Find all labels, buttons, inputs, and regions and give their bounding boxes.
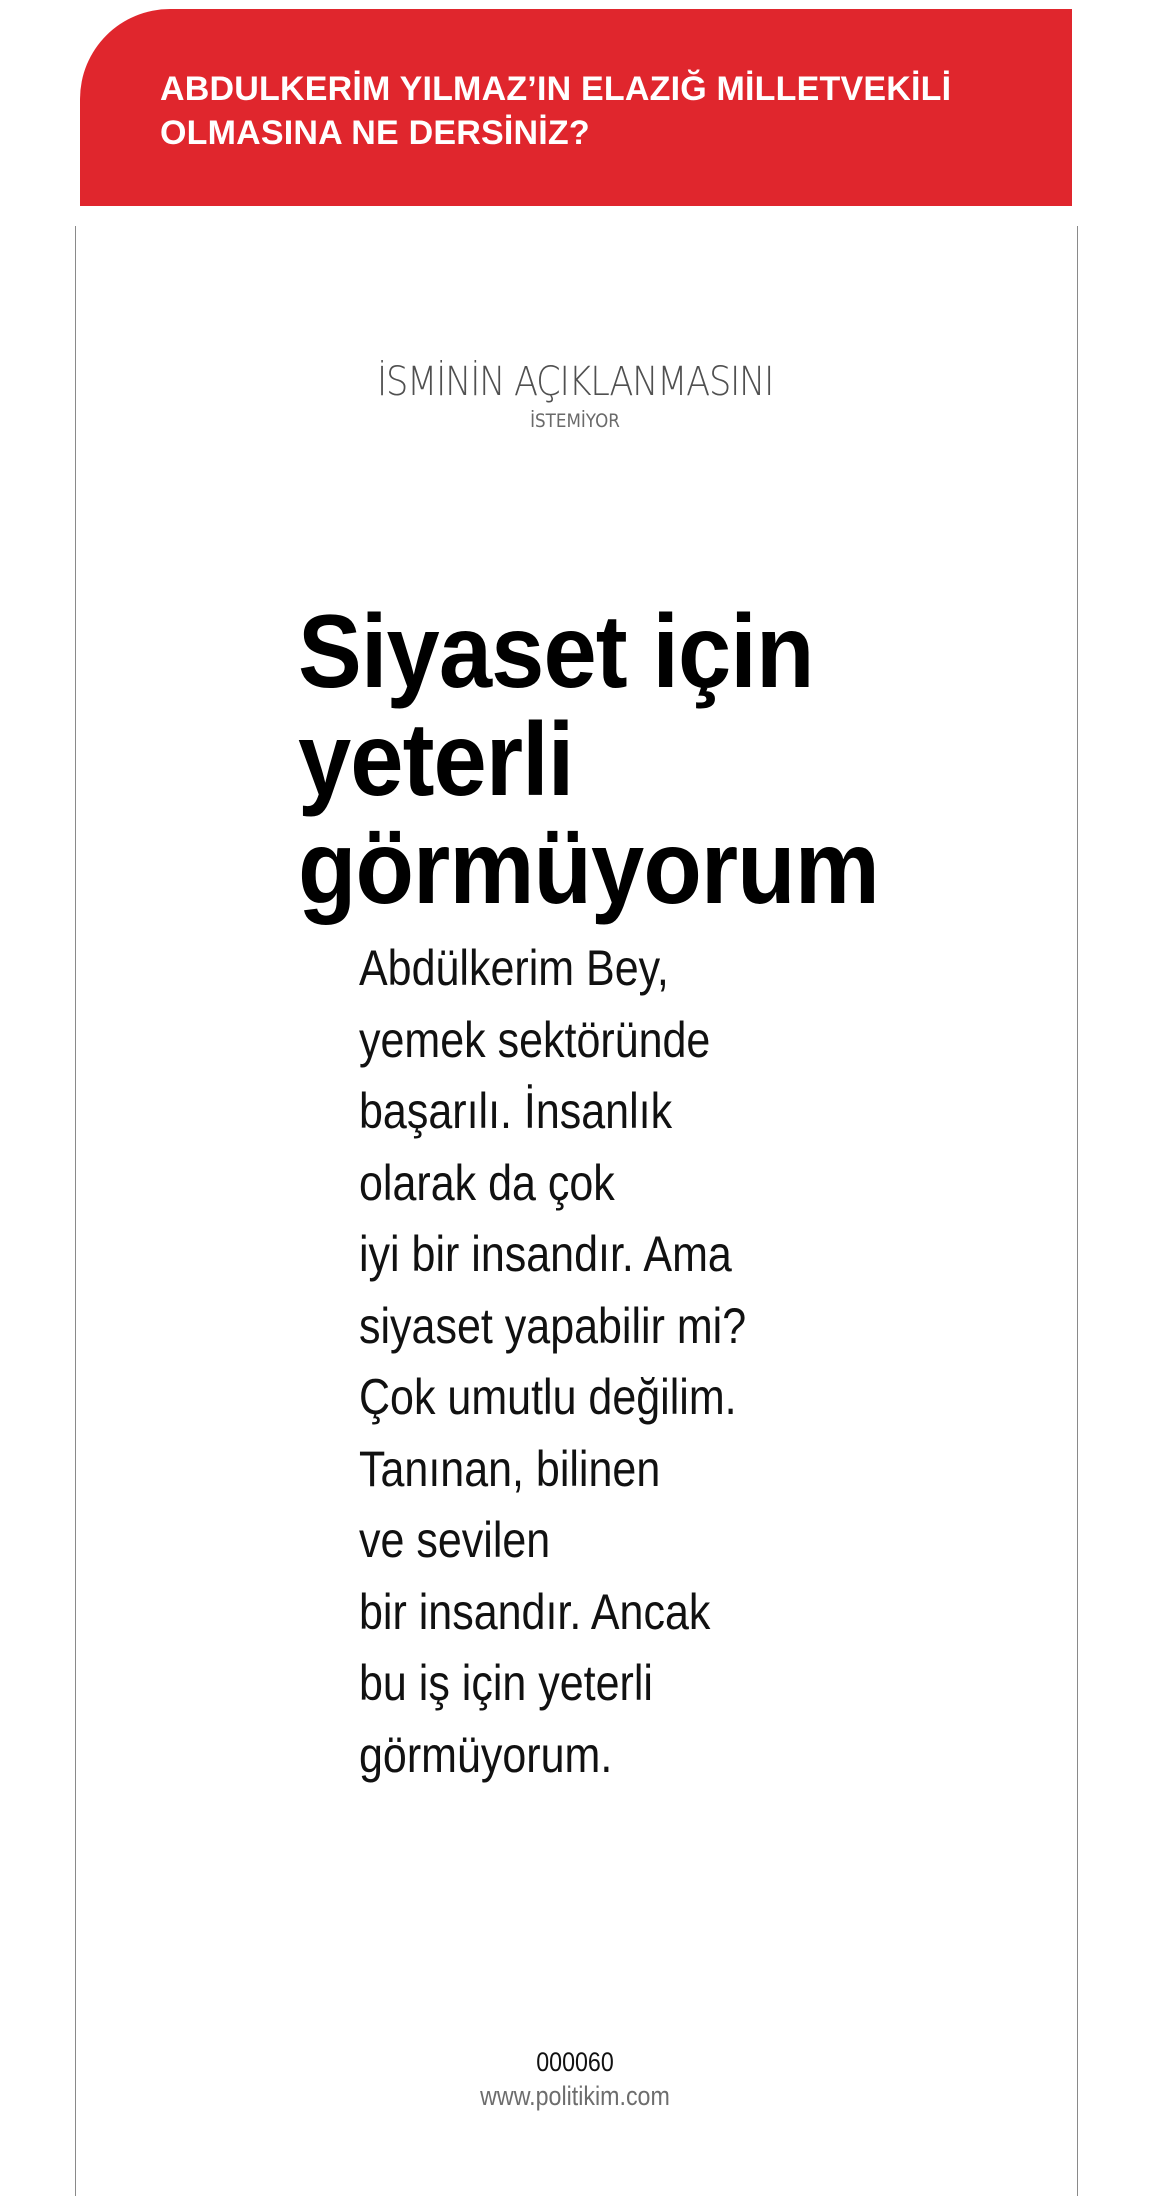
quote-line: Tanınan, bilinen [359, 1440, 661, 1497]
survey-question [160, 67, 1072, 155]
respondent-name: İSMİNİN AÇIKLANMASINI [376, 359, 774, 405]
quote-line: siyaset yapabilir mi? [359, 1297, 747, 1354]
headline-line: yeterli [298, 702, 574, 818]
quote-line: Çok umutlu değilim. [359, 1369, 737, 1425]
respondent-block [0, 358, 1150, 434]
respondent-detail: İSTEMİYOR [530, 410, 620, 432]
quote-line: bu iş için yeterli [359, 1655, 653, 1711]
headline-line: Siyaset için [298, 594, 814, 710]
quote-line: olarak da çok [359, 1154, 615, 1211]
quote-line: bir insandır. Ancak [359, 1583, 711, 1640]
quote-line: iyi bir insandır. Ama [359, 1226, 732, 1282]
headline [298, 594, 879, 926]
quote-body [359, 933, 746, 1791]
quote-line: yemek sektöründe [359, 1011, 711, 1068]
website-url: www.politikim.com [480, 2081, 670, 2111]
quote-line: Abdülkerim Bey, [359, 940, 669, 996]
headline-line: görmüyorum [298, 810, 879, 926]
footer [0, 2045, 1150, 2113]
survey-question-line: OLMASINA NE DERSİNİZ? [160, 114, 590, 152]
quote-line: ve sevilen [359, 1512, 551, 1568]
survey-question-line: ABDULKERİM YILMAZ’IN ELAZIĞ MİLLETVEKİLİ [160, 70, 952, 108]
quote-line: başarılı. İnsanlık [359, 1083, 673, 1139]
header-banner [80, 9, 1072, 206]
entry-code: 000060 [536, 2047, 614, 2077]
quote-line: görmüyorum. [359, 1726, 613, 1783]
